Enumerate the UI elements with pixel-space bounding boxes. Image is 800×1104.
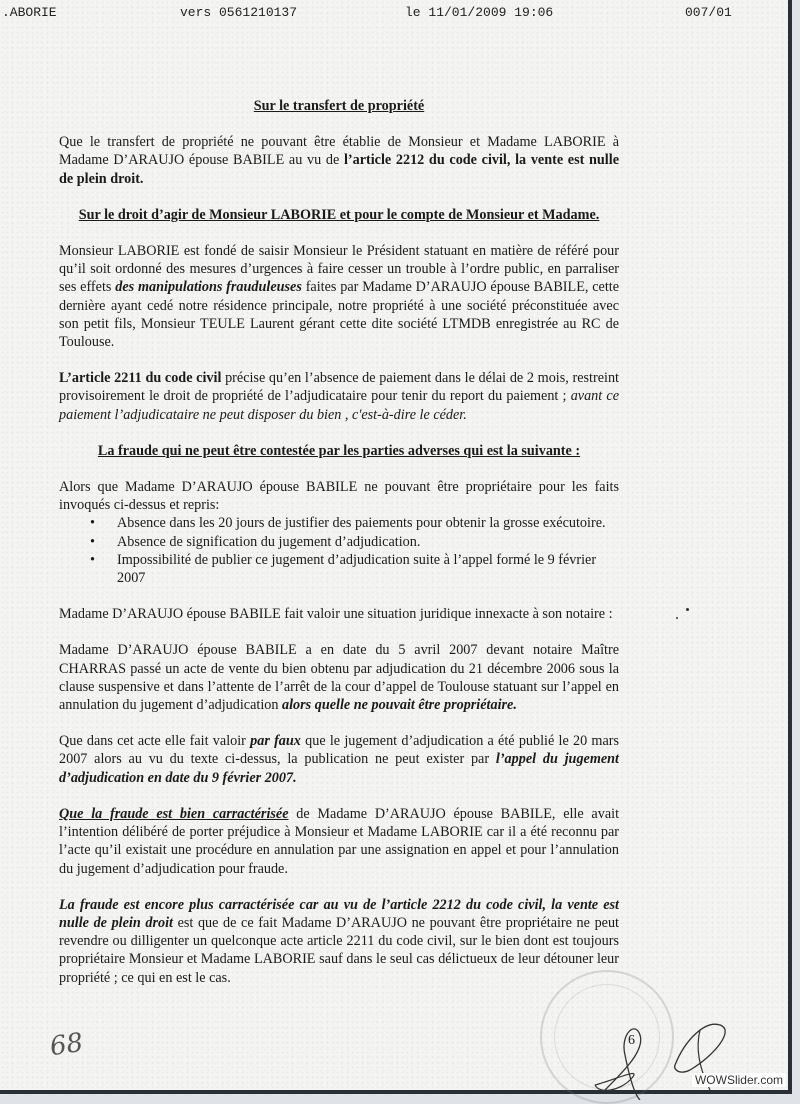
list-item: • Absence dans les 20 jours de justifier des paiements pour obtenir la grosse exécutoire. [117,514,619,532]
bullet-list [59,514,619,587]
bold-italic-text: La fraude est encore plus carractérisée car au vu de l’article 2212 du code civil, la vente est nulle de plein droit [59,896,619,931]
scan-speck [676,617,678,619]
paragraph [59,641,619,714]
bold-text: L’article 2211 du code civil [59,370,222,387]
text-run: Que le transfert de propriété ne pouvant être établie de Monsieur et Madame LABORIE à Madame D’ARAUJO épouse BABILE au vu de [59,134,619,169]
paragraph [59,805,619,878]
fax-sender: .ABORIE [2,5,57,20]
bold-italic-text: par faux [250,733,301,750]
paragraph [59,369,619,424]
watermark-label: WOWSlider.com [692,1073,786,1087]
bold-italic-text: des manipulations frauduleuses [115,279,302,296]
bold-italic-text: l’appel du jugement d’adjudication en date du 9 février 2007. [59,751,620,786]
section-heading-transfert: Sur le transfert de propriété [253,98,425,114]
italic-text: avant ce paiement l’adjudicataire ne peut disposer du bien , c'est-à-dire le céder. [59,388,619,423]
list-item: • Impossibilité de publier ce jugement d’adjudication suite à l’appel formé le 9 février 2007 [117,551,619,587]
paragraph: Madame D’ARAUJO épouse BABILE fait valoir une situation juridique innexacte à son notaire : [59,606,613,623]
text-run: faites par Madame D’ARAUJO épouse BABILE, cette dernière ayant cedé notre résidence principale, notre propriété à une société préconstituée avec son petit fils, Monsieur TEULE Laurent gérant cette dite société LTMDB enregistrée au RC de Toulouse. [59,279,620,351]
section-heading-fraude: La fraude qui ne peut être contestée par les parties adverses qui est la suivante : [97,442,581,459]
handwritten-page-number: 68 [48,1027,86,1063]
text-run: Monsieur LABORIE est fondé de saisir Monsieur le Président statuant en matière de référé pour qu’il soit ordonné des mesures d’urgences à faire cesser un trouble à l’ordre public, en parraliser ses effets [59,243,619,296]
text-run: est que de ce fait Madame D’ARAUJO ne pouvant être propriétaire ne peut revendre ou dilligenter un quelconque acte article 2211 du code civil, sur le bien dont est toujours propriétaire Monsieur et Madame LABORIE sauf dans le seul cas délictueux de leur détouner leur propriété ; ce qui en est le cas. [59,914,619,986]
fax-header [0,5,780,25]
page-number: 6 [628,1033,635,1048]
list-item: • Absence de signification du jugement d’adjudication. [117,533,619,551]
bold-italic-text: alors quelle ne pouvait être propriétaire. [282,697,517,714]
paragraph [59,896,619,987]
text-run: Madame D’ARAUJO épouse BABILE a en date du 5 avril 2007 devant notaire Maître CHARRAS passé un acte de vente du bien obtenu par adjudication du 21 décembre 2006 sous la clause suspensive et dans l’attente de l’arrêt de la cour d’appel de Toulouse statuant sur l’appel en annulation du jugement d’adjudication [59,642,619,714]
paragraph [59,133,619,188]
document-body [59,97,619,987]
section-heading-droit-agir: Sur le droit d’agir de Monsieur LABORIE et pour le compte de Monsieur et Madame. [78,206,600,223]
text-run: Que dans cet acte elle fait valoir [59,733,251,750]
paragraph [59,242,619,351]
bold-italic-underlined-text: Que la fraude est bien carractérisée [59,805,289,822]
fax-destination: vers 0561210137 [180,5,298,20]
text-run: de Madame D’ARAUJO épouse BABILE, elle avait l’intention délibéré de porter préjudice à Monsieur et Madame LABORIE car il a été reconnu par l’acte qu’il existait une procédure en annulation par une assignation en appel et pour l’annulation du jugement d’adjudication pour fraude. [59,805,620,877]
text-run: précise qu’en l’absence de paiement dans le délai de 2 mois, restreint provisoirement le droit de propriété de l’adjudicataire pour tenir du report du paiement ; [59,370,619,405]
paragraph: Alors que Madame D’ARAUJO épouse BABILE ne pouvant être propriétaire pour les faits invoqués ci-dessus et repris: [59,479,619,514]
fax-page-counter: 007/01 [685,5,732,20]
fax-datetime: le 11/01/2009 19:06 [405,5,554,20]
paragraph [59,732,619,787]
scan-speck [686,608,689,611]
text-run: que le jugement d’adjudication a été publié le 20 mars 2007 alors au vu du texte ci-dessus, la publication ne peut exister par [59,733,619,768]
bold-text: l’article 2212 du code civil, la vente est nulle de plein droit. [59,152,619,187]
